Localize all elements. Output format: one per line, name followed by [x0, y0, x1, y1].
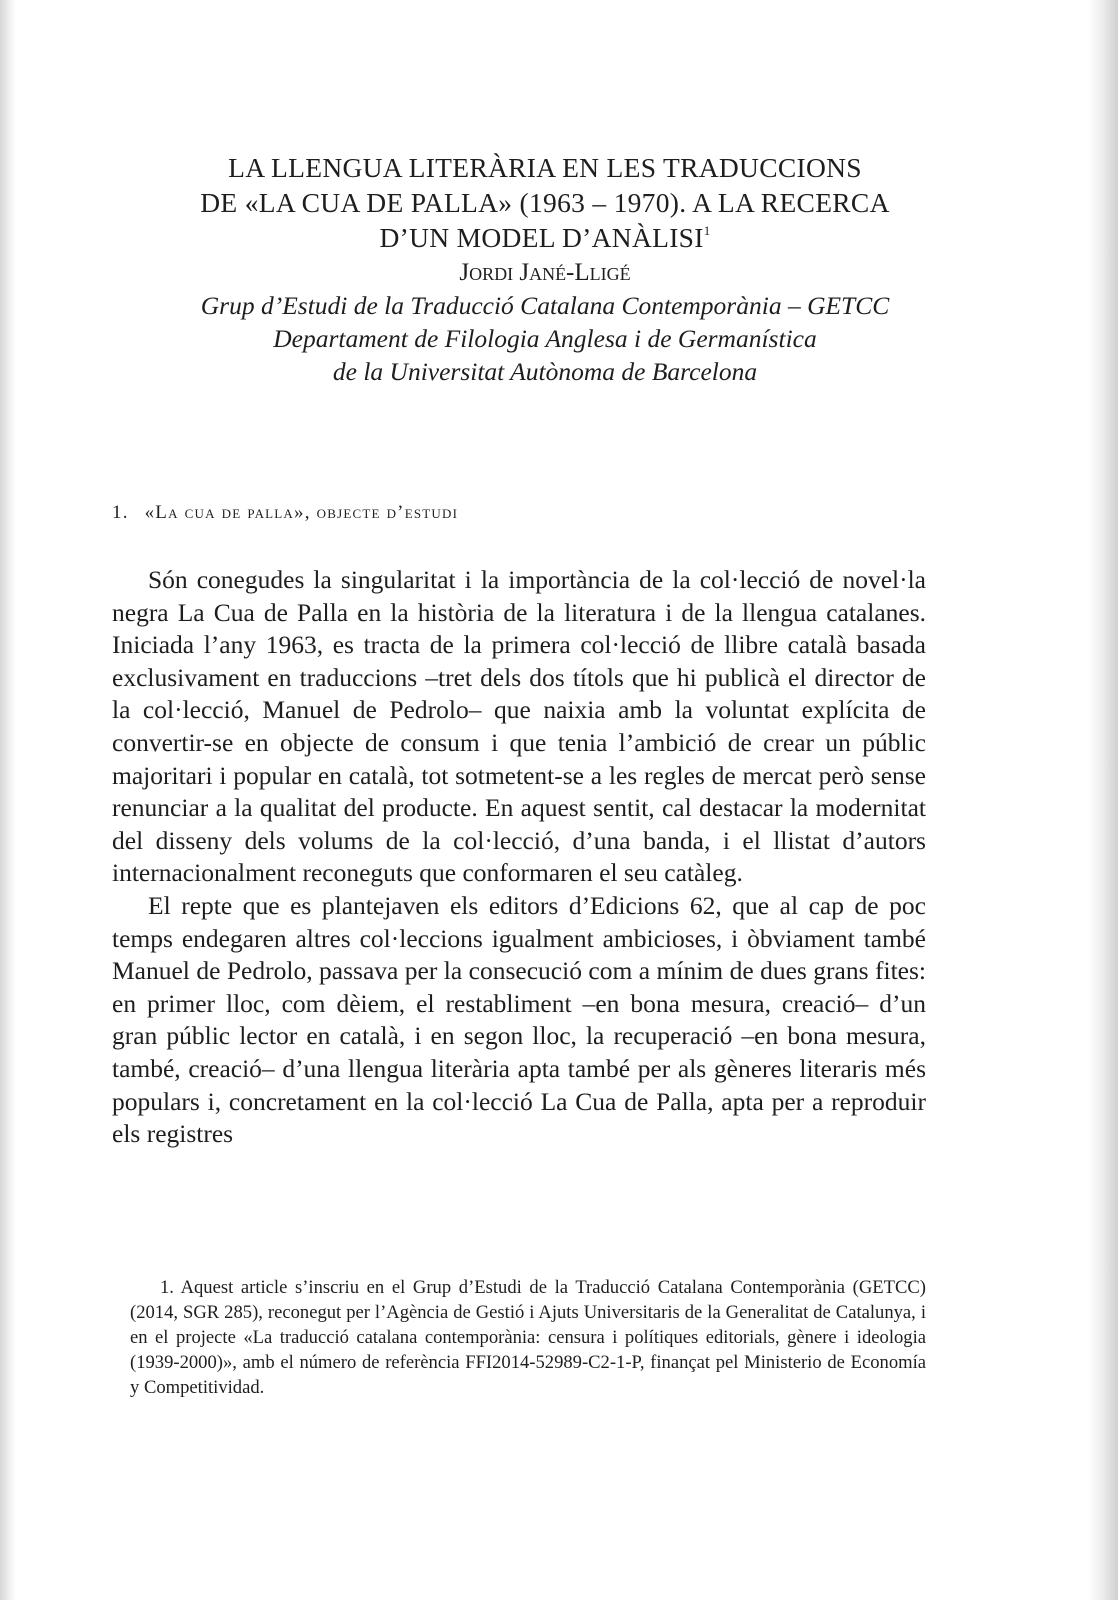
affiliation-line: Grup d’Estudi de la Traducció Catalana Contemporània – GETCC: [200, 291, 890, 320]
affiliation-line: Departament de Filologia Anglesa i de Germanística: [273, 324, 817, 353]
title-line: LA LLENGUA LITERÀRIA EN LES TRADUCCIONS: [228, 152, 862, 183]
footnote: [130, 1275, 926, 1400]
page-gutter-shadow: [0, 0, 16, 1600]
author-affiliation: [150, 289, 940, 388]
page-edge-shadow: [1088, 0, 1118, 1600]
article-title: [150, 150, 940, 255]
footnote-text: Aquest article s’inscriu en el Grup d’Estudi de la Traducció Catalana Contemporània (GETCC) (2014, SGR 285), reconegut per l’Agència de Gestió i Ajuts Universitaris de la Generalitat de Catalunya, i en el projecte «La traducció catalana contemporània: censura i polítiques editorials, gènere i ideologia (1939-2000)», amb el número de referència FFI2014-52989-C2-1-P, finançat pel Ministerio de Economía y Competitividad.: [130, 1277, 926, 1398]
body-text: [112, 564, 926, 1151]
section-heading: [112, 498, 940, 528]
title-line: [150, 220, 940, 255]
title-line-text: D’UN MODEL D’ANÀLISI: [379, 222, 704, 253]
paragraph: El repte que es plantejaven els editors d’Edicions 62, que al cap de poc temps endegaren altres col·leccions igualment ambicioses, i òbviament també Manuel de Pedrolo, passava per la consecució com a mínim de dues grans fites: en primer lloc, com dèiem, el restabliment –en bona mesura, creació– d’un gran públic lector en català, i en segon lloc, la recuperació –en bona mesura, també, creació– d’una llengua literària apta també per als gèneres literaris més populars i, concretament en la col·lecció La Cua de Palla, apta per a reproduir els registres: [112, 890, 926, 1149]
footnote-number: 1.: [160, 1277, 174, 1298]
paragraph: Són conegudes la singularitat i la importància de la col·lecció de novel·la negra La Cua de Palla en la història de la literatura i de la llengua catalanes. Iniciada l’any 1963, es tracta de la primera col·lecció de llibre català basada exclusivament en traduccions –tret dels dos títols que hi publicà el director de la col·lecció, Manuel de Pedrolo– que naixia amb la voluntat explícita de convertir-se en objecte de consum i que tenia l’ambició de crear un públic majoritari i popular en català, tot sotmetent-se a les regles de mercat però sense renunciar a la qualitat del producte. En aquest sentit, cal destacar la modernitat del disseny dels volums de la col·lecció, d’una banda, i el llistat d’autors internacionalment reconeguts que conformaren el seu catàleg.: [112, 565, 926, 888]
author-name: Jordi Jané-Lligé: [459, 259, 631, 286]
affiliation-line: de la Universitat Autònoma de Barcelona: [332, 357, 758, 386]
section-number: 1.: [112, 502, 129, 523]
document-page: [112, 150, 940, 1398]
section-title: «La cua de palla», objecte d’estudi: [144, 502, 459, 523]
title-footnote-mark: 1: [703, 223, 711, 238]
footnotes: [130, 1275, 926, 1400]
title-line: DE «LA CUA DE PALLA» (1963 – 1970). A LA RECERCA: [200, 187, 890, 218]
